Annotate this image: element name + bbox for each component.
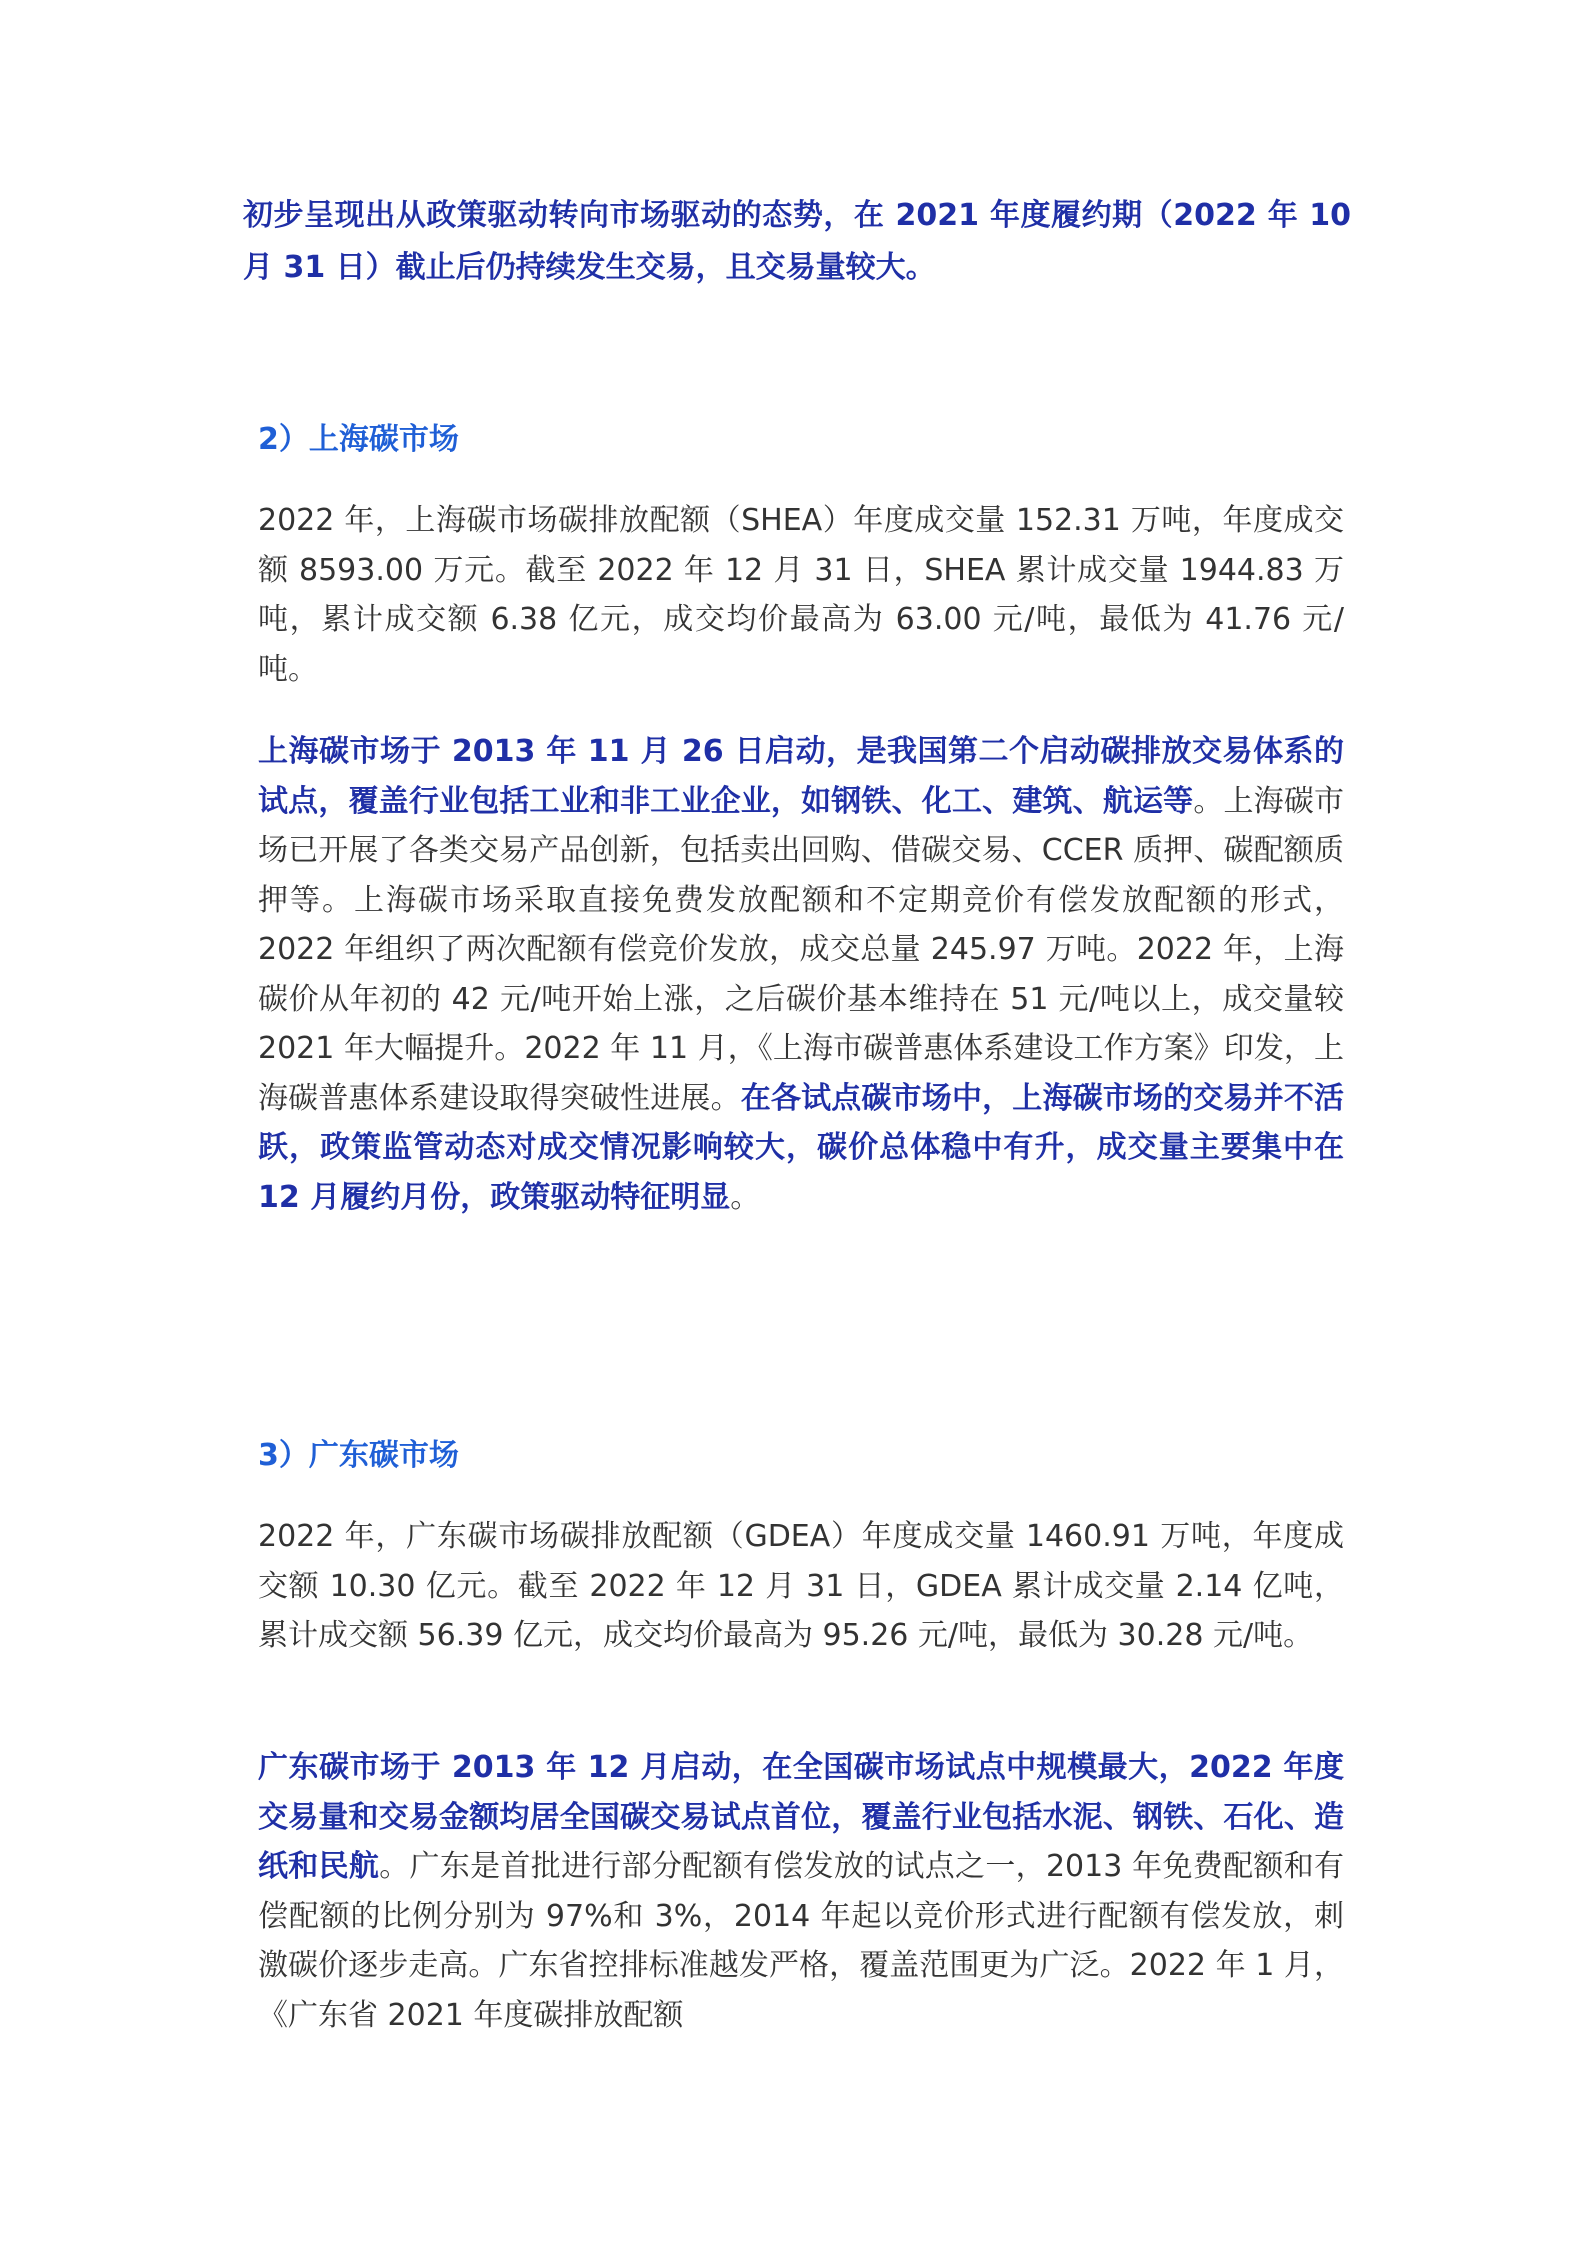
guangdong-key-point: 广东碳市场于 2013 年 12 月启动，在全国碳市场试点中规模最大，2022 年度交易量和交易金额均居全国碳交易试点首位，覆盖行业包括水泥、钢铁、石化、造纸和民航 xyxy=(258,1750,1344,1884)
shanghai-stats-paragraph: 2022 年，上海碳市场碳排放配额（SHEA）年度成交量 152.31 万吨，年度成交额 8593.00 万元。截至 2022 年 12 月 31 日，SHEA 累计成交量 1944.83 万吨，累计成交额 6.38 亿元，成交均价最高为 63.00 元/吨，最低为 41.76 元/吨。 xyxy=(258,503,1344,687)
section-heading-shanghai: 2）上海碳市场 xyxy=(258,422,459,457)
shanghai-conclusion: 在各试点碳市场中，上海碳市场的交易并不活跃，政策监管动态对成交情况影响较大，碳价总体稳中有升，成交量主要集中在 12 月履约月份，政策驱动特征明显 xyxy=(258,1080,1345,1215)
shanghai-detail-text: 。上海碳市场已开展了各类交易产品创新，包括卖出回购、借碳交易、CCER 质押、碳配额质押等。上海碳市场采取直接免费发放配额和不定期竞价有偿发放配额的形式，2022 年组织了两次配额有偿竞价发放，成交总量 245.97 万吨。2022 年，上海碳价从年初的 42 元/吨开始上涨，之后碳价基本维持在 51 元/吨以上，成交量较 2021 年大幅提升。2022 年 11 月，《上海市碳普惠体系建设工作方案》印发，上海碳普惠体系建设取得突破性进展。 xyxy=(258,783,1345,1116)
intro-paragraph: 初步呈现出从政策驱动转向市场驱动的态势，在 2021 年度履约期（2022 年 10 月 31 日）截止后仍持续发生交易，且交易量较大。 xyxy=(243,198,1351,285)
shanghai-key-point: 上海碳市场于 2013 年 11 月 26 日启动，是我国第二个启动碳排放交易体系的试点，覆盖行业包括工业和非工业企业，如钢铁、化工、建筑、航运等 xyxy=(258,734,1344,819)
section-heading-guangdong: 3）广东碳市场 xyxy=(258,1438,459,1473)
shanghai-end-punct: 。 xyxy=(730,1179,761,1215)
guangdong-detail-text: 。广东是首批进行部分配额有偿发放的试点之一，2013 年免费配额和有偿配额的比例分别为 97%和 3%，2014 年起以竞价形式进行配额有偿发放，刺激碳价逐步走高。广东省控排标准越发严格，覆盖范围更为广泛。2022 年 1 月，《广东省 2021 年度碳排放配额 xyxy=(258,1849,1345,2033)
shanghai-description-paragraph xyxy=(258,727,1344,1222)
guangdong-description-paragraph xyxy=(258,1743,1344,2040)
guangdong-stats-paragraph: 2022 年，广东碳市场碳排放配额（GDEA）年度成交量 1460.91 万吨，年度成交额 10.30 亿元。截至 2022 年 12 月 31 日，GDEA 累计成交量 2.14 亿吨，累计成交额 56.39 亿元，成交均价最高为 95.26 元/吨，最低为 30.28 元/吨。 xyxy=(258,1519,1344,1653)
